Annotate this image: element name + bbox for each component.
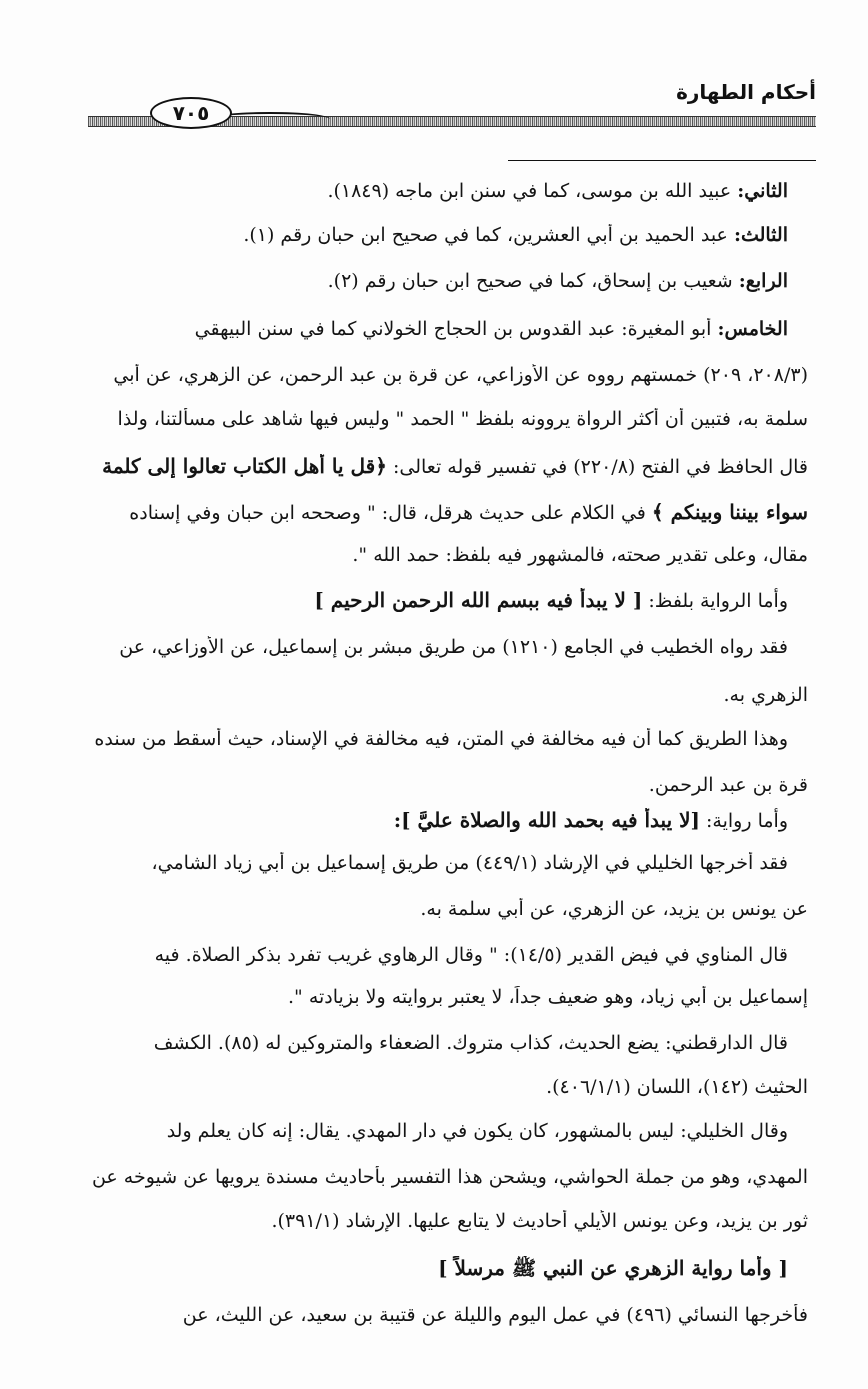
text-line: إسماعيل بن أبي زياد، وهو ضعيف جداً، لا يعتبر بروايته ولا بزيادته ". bbox=[288, 986, 808, 1008]
text-line: سواء بيننا وبينكم ﴾ في الكلام على حديث هرقل، قال: " وصححه ابن حبان وفي إسناده bbox=[129, 500, 808, 524]
text-line: الثاني: عبيد الله بن موسى، كما في سنن ابن ماجه (١٨٤٩). bbox=[327, 180, 788, 202]
footnote-rule bbox=[508, 160, 816, 161]
text-line: الحثيث (١٤٢)، اللسان (٤٠٦/١/١). bbox=[546, 1076, 808, 1098]
text-line: قال الدارقطني: يضع الحديث، كذاب متروك. الضعفاء والمتروكين له (٨٥). الكشف bbox=[153, 1032, 788, 1054]
text-line: فقد أخرجها الخليلي في الإرشاد (٤٤٩/١) من طريق إسماعيل بن أبي زياد الشامي، bbox=[151, 852, 788, 874]
text-line: الخامس: أبو المغيرة: عبد القدوس بن الحجاج الخولاني كما في سنن البيهقي bbox=[194, 318, 788, 340]
text-line: الثالث: عبد الحميد بن أبي العشرين، كما في صحيح ابن حبان رقم (١). bbox=[243, 224, 788, 246]
text-line: وأما رواية: [لا يبدأ فيه بحمد الله والصلاة عليَّ ]: bbox=[393, 808, 788, 832]
text-line: فأخرجها النسائي (٤٩٦) في عمل اليوم والليلة عن قتيبة بن سعيد، عن الليث، عن bbox=[182, 1304, 808, 1326]
text-line: قرة بن عبد الرحمن. bbox=[648, 774, 808, 796]
section-heading: [ وأما رواية الزهري عن النبي ﷺ مرسلاً ] bbox=[438, 1256, 788, 1280]
text-line: ثور بن يزيد، وعن يونس الأيلي أحاديث لا يتابع عليها. الإرشاد (٣٩١/١). bbox=[271, 1210, 808, 1232]
text-line: وأما الرواية بلفظ: [ لا يبدأ فيه ببسم الله الرحمن الرحيم ] bbox=[314, 588, 788, 612]
text-line: سلمة به، فتبين أن أكثر الرواة يروونه بلفظ " الحمد " وليس فيها شاهد على مسألتنا، ولذا bbox=[117, 408, 808, 430]
text-line: المهدي، وهو من جملة الحواشي، ويشحن هذا التفسير بأحاديث مسندة يرويها عن شيوخه عن bbox=[91, 1166, 808, 1188]
text-line: وهذا الطريق كما أن فيه مخالفة في المتن، فيه مخالفة في الإسناد، حيث أسقط من سنده bbox=[94, 728, 788, 750]
text-line: وقال الخليلي: ليس بالمشهور، كان يكون في دار المهدي. يقال: إنه كان يعلم ولد bbox=[166, 1120, 788, 1142]
text-line: قال الحافظ في الفتح (٢٢٠/٨) في تفسير قوله تعالى: ﴿قل يا أهل الكتاب تعالوا إلى كلمة bbox=[102, 454, 808, 478]
text-line: عن يونس بن يزيد، عن الزهري، عن أبي سلمة به. bbox=[420, 898, 808, 920]
text-line: الزهري به. bbox=[723, 684, 808, 706]
text-line: فقد رواه الخطيب في الجامع (١٢١٠) من طريق مبشر بن إسماعيل، عن الأوزاعي، عن bbox=[119, 636, 788, 658]
text-line: قال المناوي في فيض القدير (١٤/٥): " وقال الرهاوي غريب تفرد بذكر الصلاة. فيه bbox=[154, 944, 788, 966]
text-line: مقال، وعلى تقدير صحته، فالمشهور فيه بلفظ: حمد الله ". bbox=[352, 544, 808, 566]
text-line: الرابع: شعيب بن إسحاق، كما في صحيح ابن حبان رقم (٢). bbox=[327, 270, 788, 292]
page-number-oval bbox=[150, 97, 232, 129]
page-number: ٧٠٥ bbox=[172, 101, 210, 125]
text-line: (٢٠٨/٣، ٢٠٩) خمستهم رووه عن الأوزاعي، عن قرة بن عبد الرحمن، عن الزهري، عن أبي bbox=[113, 364, 808, 386]
running-title: أحكام الطهارة bbox=[676, 80, 816, 104]
